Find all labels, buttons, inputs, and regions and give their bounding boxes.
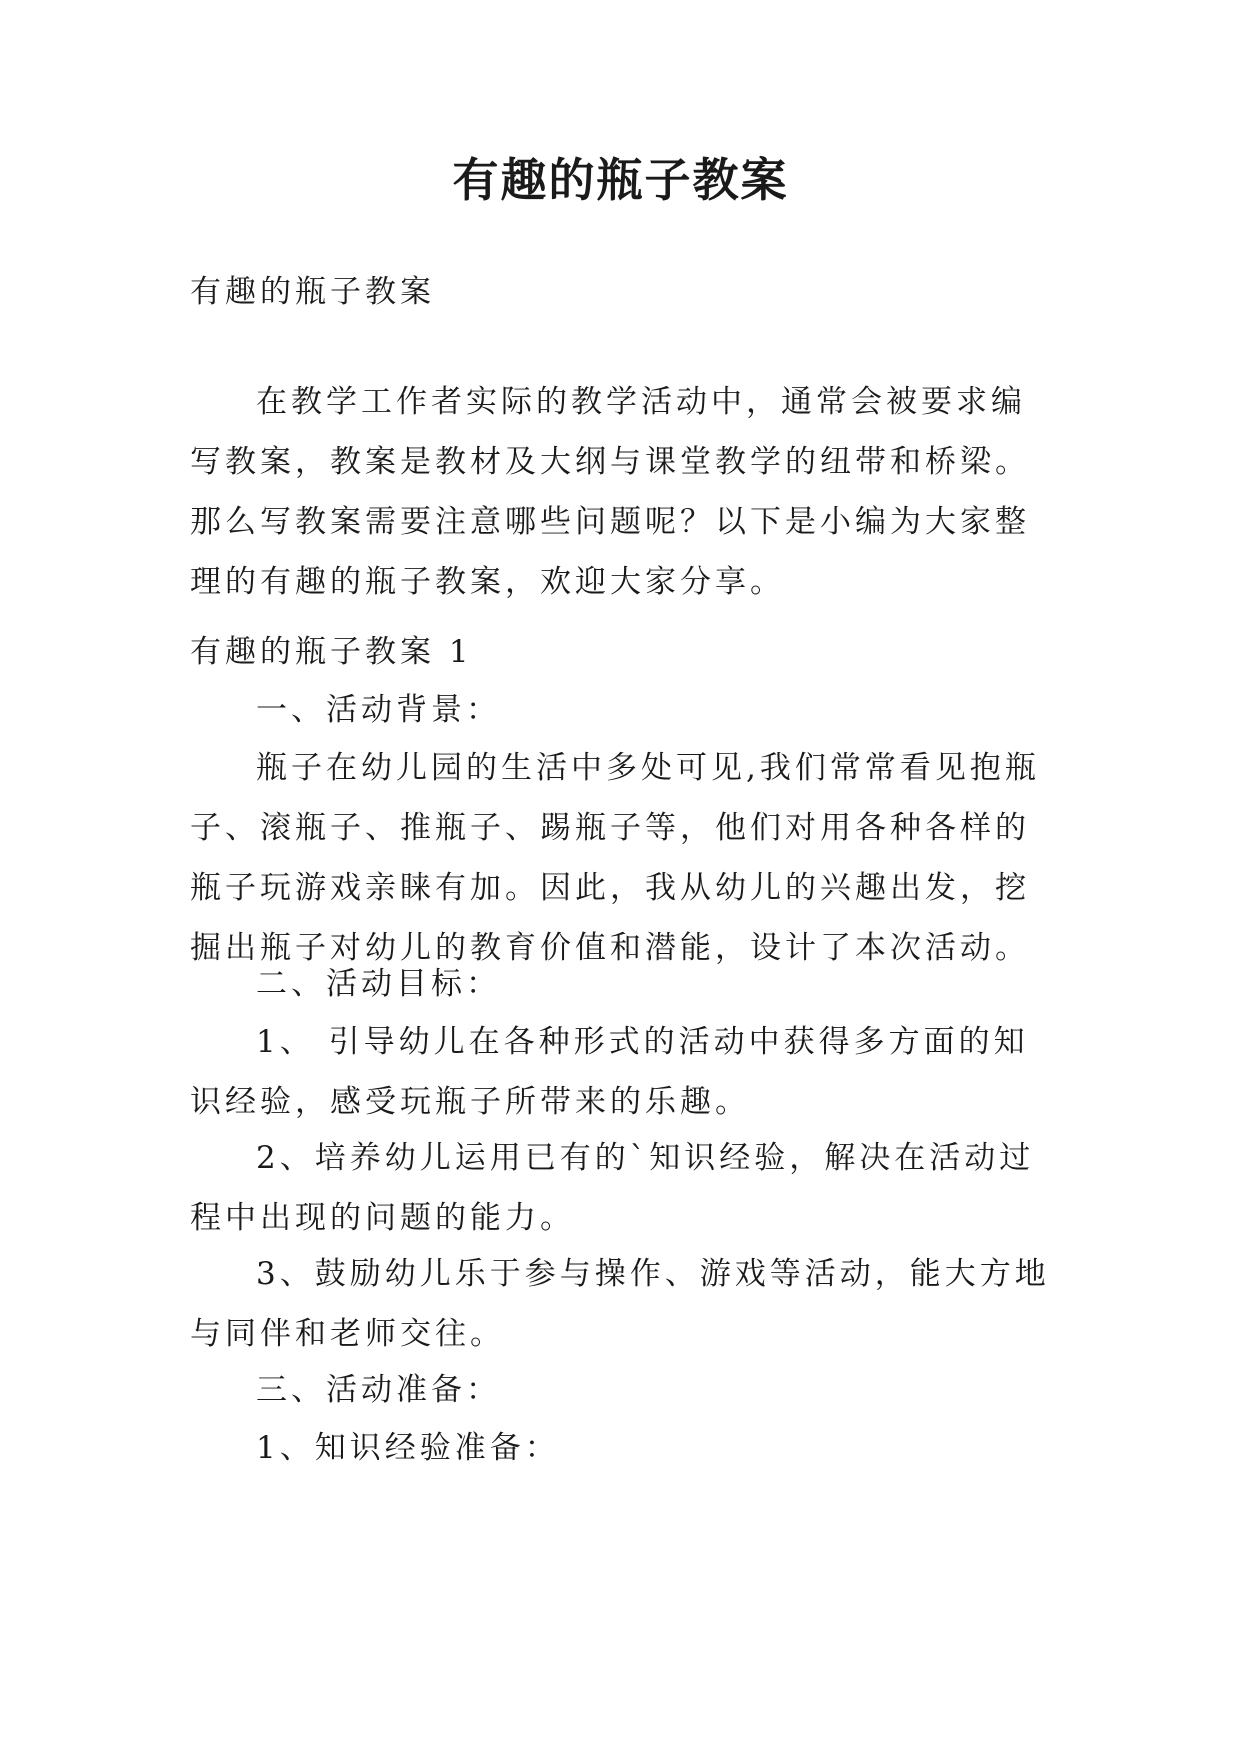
subtitle: 有趣的瓶子教案 [190, 274, 435, 310]
prep-heading: 三、活动准备： [256, 1372, 501, 1408]
intro-paragraph: 在教学工作者实际的教学活动中，通常会被要求编写教案，教案是教材及大纲与课堂教学的纽带和桥梁。那么写教案需要注意哪些问题呢？以下是小编为大家整理的有趣的瓶子教案，欢迎大家分享。 [190, 384, 1030, 600]
background-heading: 一、活动背景： [256, 692, 501, 728]
goal-item-2: 2、培养幼儿运用已有的`知识经验，解决在活动过程中出现的问题的能力。 [190, 1140, 1035, 1236]
goal-item-1: 1、 引导幼儿在各种形式的活动中获得多方面的知识经验，感受玩瓶子所带来的乐趣。 [190, 1024, 1029, 1120]
document-title: 有趣的瓶子教案 [452, 153, 789, 207]
goals-heading: 二、活动目标： [256, 966, 501, 1002]
section-heading: 有趣的瓶子教案 1 [190, 634, 473, 670]
prep-item-1: 1、知识经验准备： [256, 1430, 560, 1466]
goal-item-3: 3、鼓励幼儿乐于参与操作、游戏等活动，能大方地与同伴和老师交往。 [190, 1256, 1050, 1352]
background-paragraph: 瓶子在幼儿园的生活中多处可见,我们常常看见抱瓶子、滚瓶子、推瓶子、踢瓶子等，他们对用各种各样的瓶子玩游戏亲睐有加。因此，我从幼儿的兴趣出发，挖掘出瓶子对幼儿的教育价值和潜能，设计了本次活动。 [190, 750, 1040, 966]
